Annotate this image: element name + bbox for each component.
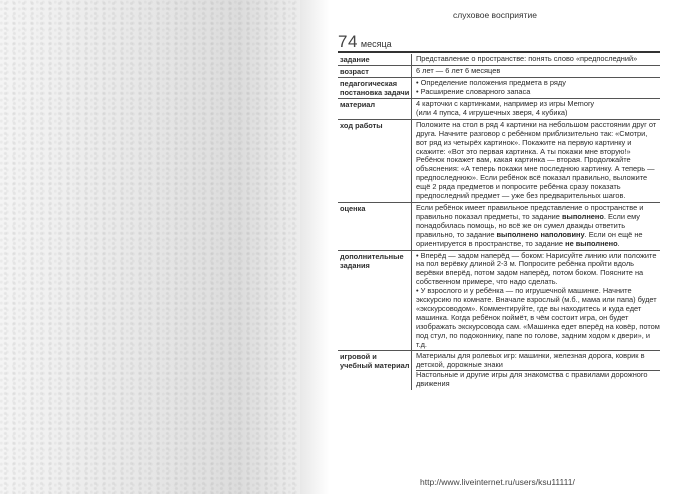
text-line: 4 карточки с картинками, например из игры Memory bbox=[416, 99, 595, 108]
row-label: игровой и учебный материал bbox=[340, 352, 410, 371]
row-value bbox=[411, 78, 660, 98]
text-part: . bbox=[617, 238, 620, 248]
row-value bbox=[411, 203, 660, 250]
row-value bbox=[411, 251, 660, 351]
result-none: не выполнено bbox=[565, 238, 618, 248]
paragraph: • Вперёд — задом наперёд — боком: Нарисуйте линию или положите на пол верёвку длиной 2-3 м. Попросите ребёнка пройти вдоль верёвки вперёд, потом задом наперёд, потом боком. Поясните на собственном примере, что надо сделать. bbox=[416, 250, 657, 287]
row-material bbox=[338, 99, 660, 120]
row-game-material bbox=[338, 351, 660, 390]
text-line: (или 4 пупса, 4 игрушечных зверя, 4 кубика) bbox=[416, 107, 568, 117]
row-goal bbox=[338, 78, 660, 99]
title-number: 74 bbox=[338, 32, 358, 51]
gutter-fade bbox=[300, 0, 330, 494]
row-evaluation bbox=[338, 203, 660, 251]
text-part: . Если он ещё не ориентируется в пространстве, то задание bbox=[416, 229, 643, 248]
row-label: ход работы bbox=[340, 120, 383, 130]
row-label: дополнительные задания bbox=[340, 251, 404, 270]
bullet-line: • Расширение словарного запаса bbox=[416, 86, 531, 96]
paragraph: Материалы для ролевых игр: машинки, железная дорога, коврик в детской, дорожные знаки bbox=[416, 352, 660, 371]
running-header: слуховое восприятие bbox=[452, 10, 538, 20]
result-half: выполнено наполовину bbox=[496, 229, 585, 239]
row-value: Положите на стол в ряд 4 картинки на небольшом расстоянии друг от друга. Начните разговор с ребёнком приблизительно так: «Смотри, вот ряд из четырёх картинок». Покажите на первую картинку и скажите: «Вот это первая картинка. А ты покажи мне вторую!» Ребёнок покажет вам, какая картинка — вторая. Продолжайте объяснения: «А теперь покажи мне последнюю картинку. А теперь — предпоследнюю». Если ребёнок всё показал правильно, выложите ещё 2 ряда предметов и попросите ребёнка сразу показать предпоследний предмет — уже без предварительных шагов. bbox=[411, 120, 660, 202]
source-watermark: http://www.liveinternet.ru/users/ksu11111/ bbox=[420, 477, 575, 487]
row-extra-tasks bbox=[338, 251, 660, 352]
row-value: Представление о пространстве: понять слово «предпоследний» bbox=[411, 54, 660, 65]
text-part: Если ребёнок имеет правильное представление о пространстве и правильно показал предметы, то задание bbox=[416, 202, 644, 221]
title-unit: месяца bbox=[360, 39, 392, 49]
row-task bbox=[338, 54, 660, 66]
result-full: выполнено bbox=[561, 211, 604, 221]
paragraph: Настольные и другие игры для знакомства с правилами дорожного движения bbox=[416, 370, 648, 389]
paragraph: • У взрослого и у ребёнка — по игрушечной машинке. Начните экскурсию по комнате. Вначале взрослый (м.б., мама или папа) будет «экскурсоводом». Комментируйте, где вы находитесь и куда едет машинка. Когда ребёнок поймёт, в чём состоит игра, он будет изображать экскурсовода сам. «Машинка едет вперёд на ковёр, потом под стул, по подоконнику, папе по голове, задним ходом к двери», и т.д. bbox=[416, 286, 660, 349]
row-label: оценка bbox=[340, 203, 366, 213]
bullet-line: • Определение положения предмета в ряду bbox=[416, 78, 566, 87]
section-title bbox=[338, 32, 392, 52]
row-value bbox=[411, 351, 660, 390]
row-value: 6 лет — 6 лет 6 месяцев bbox=[411, 66, 660, 77]
row-label: материал bbox=[340, 100, 376, 109]
row-label: задание bbox=[340, 55, 370, 64]
task-table bbox=[338, 54, 660, 390]
row-value bbox=[411, 99, 660, 119]
text-part: . Если ему понадобилась помощь, но всё же он сумел дважды ответить правильно, то задание bbox=[416, 211, 640, 239]
title-rule bbox=[338, 51, 660, 53]
row-label: педагогическая постановка задачи bbox=[340, 79, 410, 97]
row-label: возраст bbox=[340, 67, 369, 76]
row-age bbox=[338, 66, 660, 78]
book-gutter-shadow bbox=[0, 0, 300, 494]
row-procedure bbox=[338, 120, 660, 203]
